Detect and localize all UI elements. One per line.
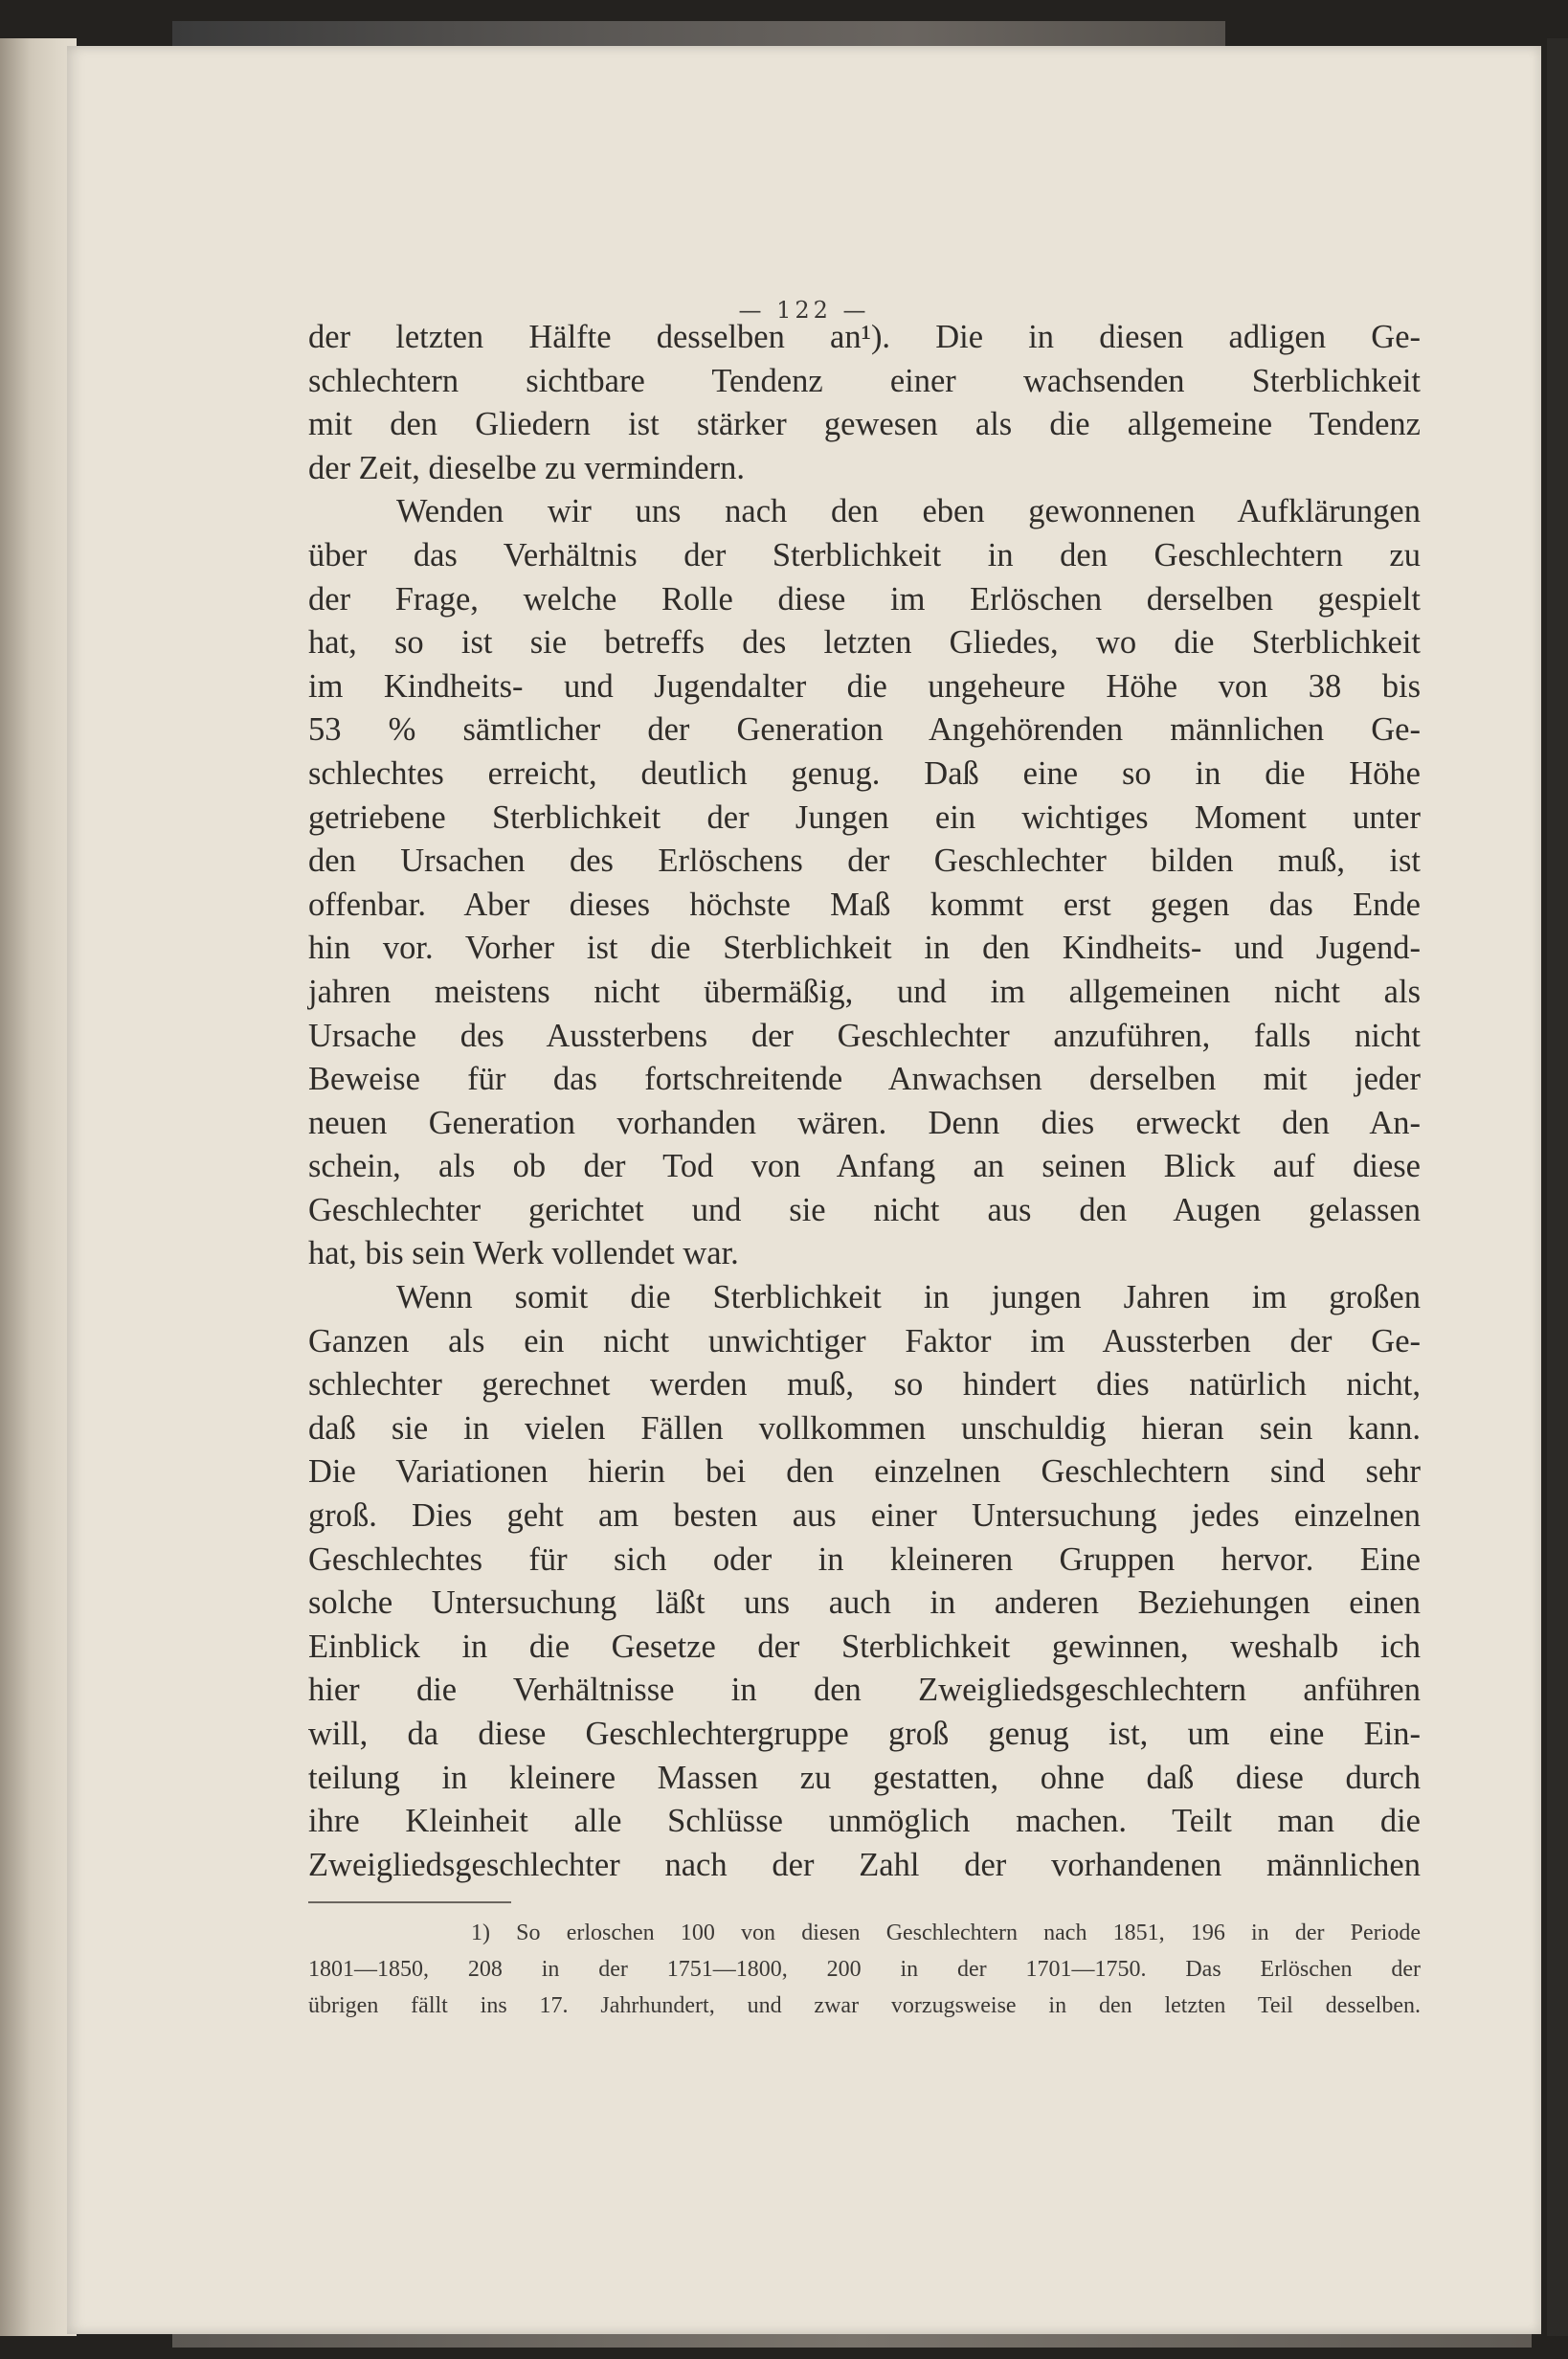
footnote-rule <box>308 1901 511 1903</box>
text-line: Zweigliedsgeschlechter nach der Zahl der vorhandenen männlichen <box>308 1846 1421 1883</box>
text-line: Ursache des Aussterbens der Geschlechter anzuführen, falls nicht <box>308 1017 1421 1054</box>
text-line: will, da diese Geschlechtergruppe groß genug ist, um eine Ein- <box>308 1716 1421 1752</box>
text-line: teilung in kleinere Massen zu gestatten, ohne daß diese durch <box>308 1759 1421 1796</box>
text-line: neuen Generation vorhanden wären. Denn dies erweckt den An- <box>308 1104 1421 1141</box>
text-line: über das Verhältnis der Sterblichkeit in den Geschlechtern zu <box>308 536 1421 573</box>
text-line: daß sie in vielen Fällen vollkommen unschuldig hieran sein kann. <box>308 1409 1421 1447</box>
text-line: schein, als ob der Tod von Anfang an seinen Blick auf diese <box>308 1148 1421 1185</box>
page-stack-edge <box>0 38 77 2336</box>
text-line: Geschlechtes für sich oder in kleineren Gruppen hervor. Eine <box>308 1540 1421 1578</box>
text-line: hin vor. Vorher ist die Sterblichkeit in den Kindheits- und Jugend- <box>308 930 1421 967</box>
text-line: schlechter gerechnet werden muß, so hindert dies natürlich nicht, <box>308 1366 1421 1404</box>
text-line: mit den Gliedern ist stärker gewesen als die allgemeine Tendenz <box>308 406 1421 443</box>
text-line: schlechtes erreicht, deutlich genug. Daß eine so in die Höhe <box>308 754 1421 792</box>
footnote-line: 1) So erloschen 100 von diesen Geschlechtern nach 1851, 196 in der Periode <box>471 1921 1421 1945</box>
text-line: im Kindheits- und Jugendalter die ungeheure Höhe von 38 bis <box>308 667 1421 705</box>
text-line: hat, so ist sie betreffs des letzten Gliedes, wo die Sterblichkeit <box>308 624 1421 662</box>
text-line: getriebene Sterblichkeit der Jungen ein wichtiges Moment unter <box>308 798 1421 836</box>
text-line: der letzten Hälfte desselben an¹). Die in diesen adligen Ge- <box>308 319 1421 355</box>
book-cover-edge <box>1547 38 1568 2336</box>
text-line: Geschlechter gerichtet und sie nicht aus den Augen gelassen <box>308 1191 1421 1228</box>
text-line: offenbar. Aber dieses höchste Maß kommt erst gegen das Ende <box>308 886 1421 923</box>
text-line: der Frage, welche Rolle diese im Erlöschen derselben gespielt <box>308 580 1421 618</box>
text-line: hier die Verhältnisse in den Zweigliedsgeschlechtern anführen <box>308 1672 1421 1709</box>
footnote-line: 1801—1850, 208 in der 1751—1800, 200 in der 1701—1750. Das Erlöschen der <box>308 1957 1421 1982</box>
text-line: 53 % sämtlicher der Generation Angehörenden männlichen Ge- <box>308 711 1421 749</box>
text-line: Die Variationen hierin bei den einzelnen Geschlechtern sind sehr <box>308 1453 1421 1491</box>
text-line: jahren meistens nicht übermäßig, und im allgemeinen nicht als <box>308 973 1421 1010</box>
body-text <box>308 316 1421 1887</box>
text-line: den Ursachen des Erlöschens der Geschlechter bilden muß, ist <box>308 842 1421 880</box>
text-line: hat, bis sein Werk vollendet war. <box>308 1235 739 1272</box>
paragraph-start-line: Wenden wir uns nach den eben gewonnenen Aufklärungen <box>396 493 1421 530</box>
text-line: Einblick in die Gesetze der Sterblichkeit gewinnen, weshalb ich <box>308 1628 1421 1665</box>
text-line: ihre Kleinheit alle Schlüsse unmöglich machen. Teilt man die <box>308 1803 1421 1840</box>
text-line: Beweise für das fortschreitende Anwachsen derselben mit jeder <box>308 1061 1421 1098</box>
text-line: solche Untersuchung läßt uns auch in anderen Beziehungen einen <box>308 1584 1421 1622</box>
page-number: — 122 — <box>738 297 870 324</box>
text-line: schlechtern sichtbare Tendenz einer wachsenden Sterblichkeit <box>308 362 1421 399</box>
text-line: Ganzen als ein nicht unwichtiger Faktor im Aussterben der Ge- <box>308 1322 1421 1359</box>
paragraph-start-line: Wenn somit die Sterblichkeit in jungen Jahren im großen <box>396 1279 1421 1316</box>
footnote-line: übrigen fällt ins 17. Jahrhundert, und zwar vorzugsweise in den letzten Teil desselben. <box>308 1993 1421 2018</box>
text-line: groß. Dies geht am besten aus einer Untersuchung jedes einzelnen <box>308 1497 1421 1535</box>
text-line: der Zeit, dieselbe zu vermindern. <box>308 449 745 486</box>
footnotes <box>308 1915 1421 2024</box>
